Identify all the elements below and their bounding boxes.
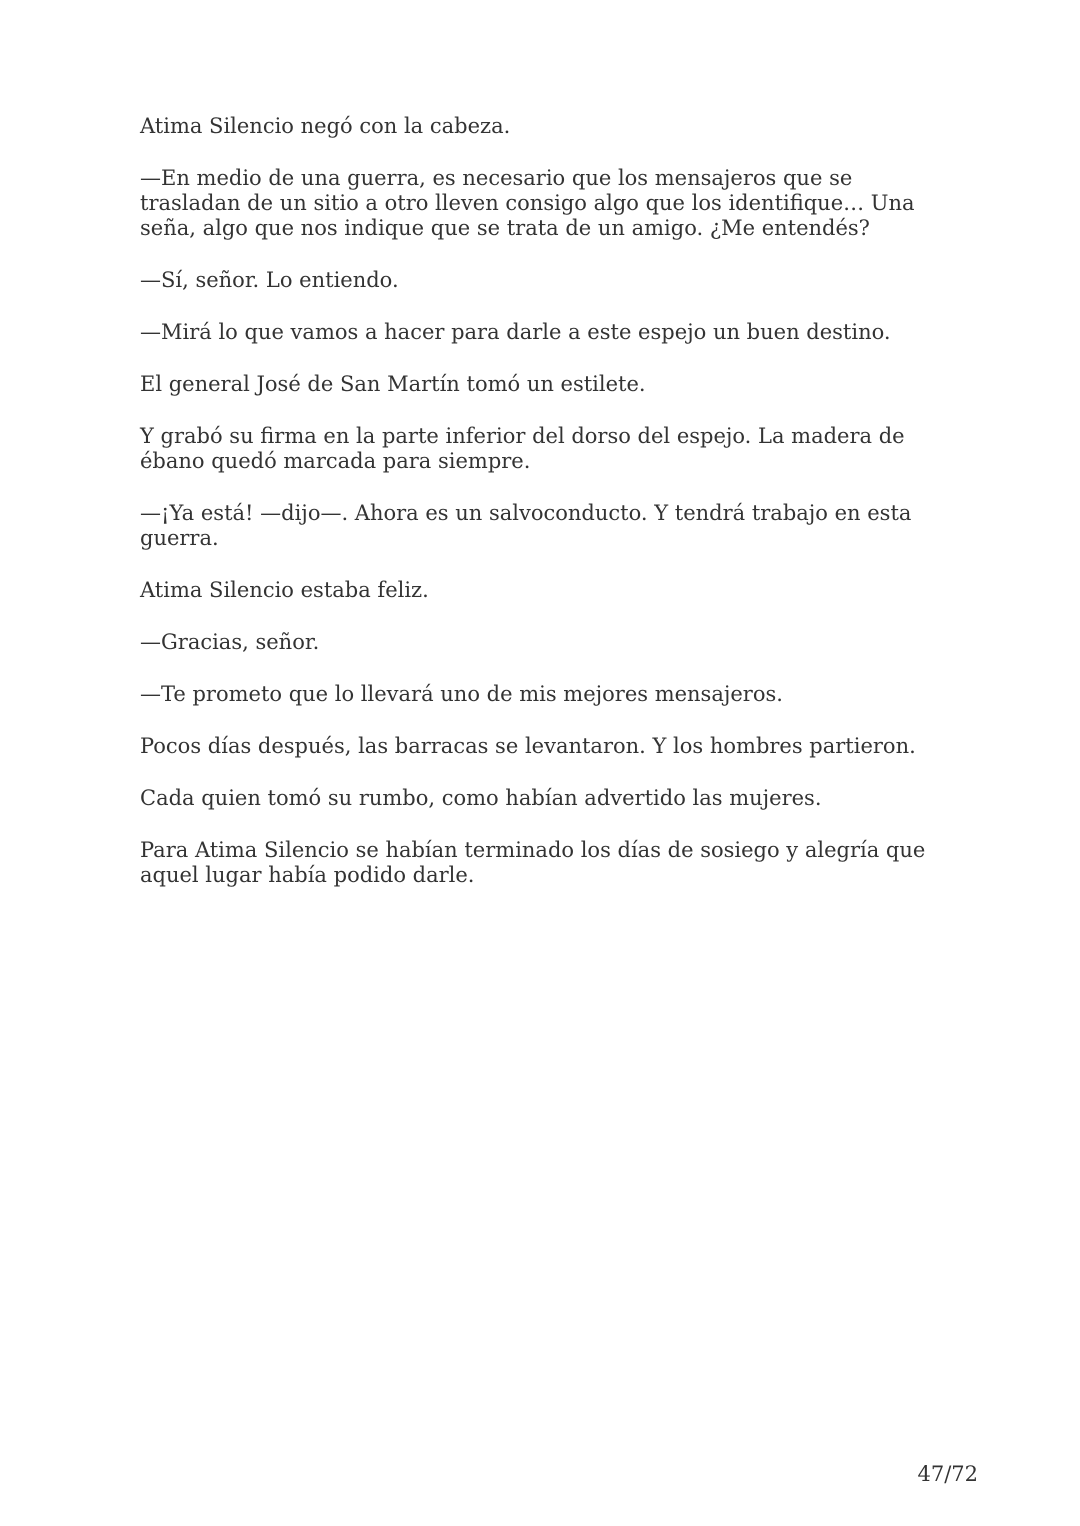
paragraph-9: —Gracias, señor. xyxy=(140,630,320,654)
paragraph-8: Atima Silencio estaba feliz. xyxy=(140,578,429,602)
paragraph-6: Y grabó su firma en la parte inferior del dorso del espejo. La madera de ébano quedó marcada para siempre. xyxy=(140,424,905,473)
paragraph-12: Cada quien tomó su rumbo, como habían advertido las mujeres. xyxy=(140,786,822,810)
paragraph-5: El general José de San Martín tomó un estilete. xyxy=(140,372,646,396)
paragraph-10: —Te prometo que lo llevará uno de mis mejores mensajeros. xyxy=(140,682,783,706)
paragraph-1: Atima Silencio negó con la cabeza. xyxy=(140,114,511,138)
paragraph-4: —Mirá lo que vamos a hacer para darle a este espejo un buen destino. xyxy=(140,320,891,344)
body-text xyxy=(140,114,940,915)
page-number: 47/72 xyxy=(917,1462,978,1486)
paragraph-13: Para Atima Silencio se habían terminado los días de sosiego y alegría que aquel lugar había podido darle. xyxy=(140,838,926,887)
paragraph-3: —Sí, señor. Lo entiendo. xyxy=(140,268,399,292)
paragraph-11: Pocos días después, las barracas se levantaron. Y los hombres partieron. xyxy=(140,734,916,758)
paragraph-2: —En medio de una guerra, es necesario que los mensajeros que se trasladan de un sitio a otro lleven consigo algo que los identifique… Una seña, algo que nos indique que se trata de un amigo. ¿Me entendés? xyxy=(140,166,915,240)
paragraph-7: —¡Ya está! —dijo—. Ahora es un salvoconducto. Y tendrá trabajo en esta guerra. xyxy=(140,501,912,550)
